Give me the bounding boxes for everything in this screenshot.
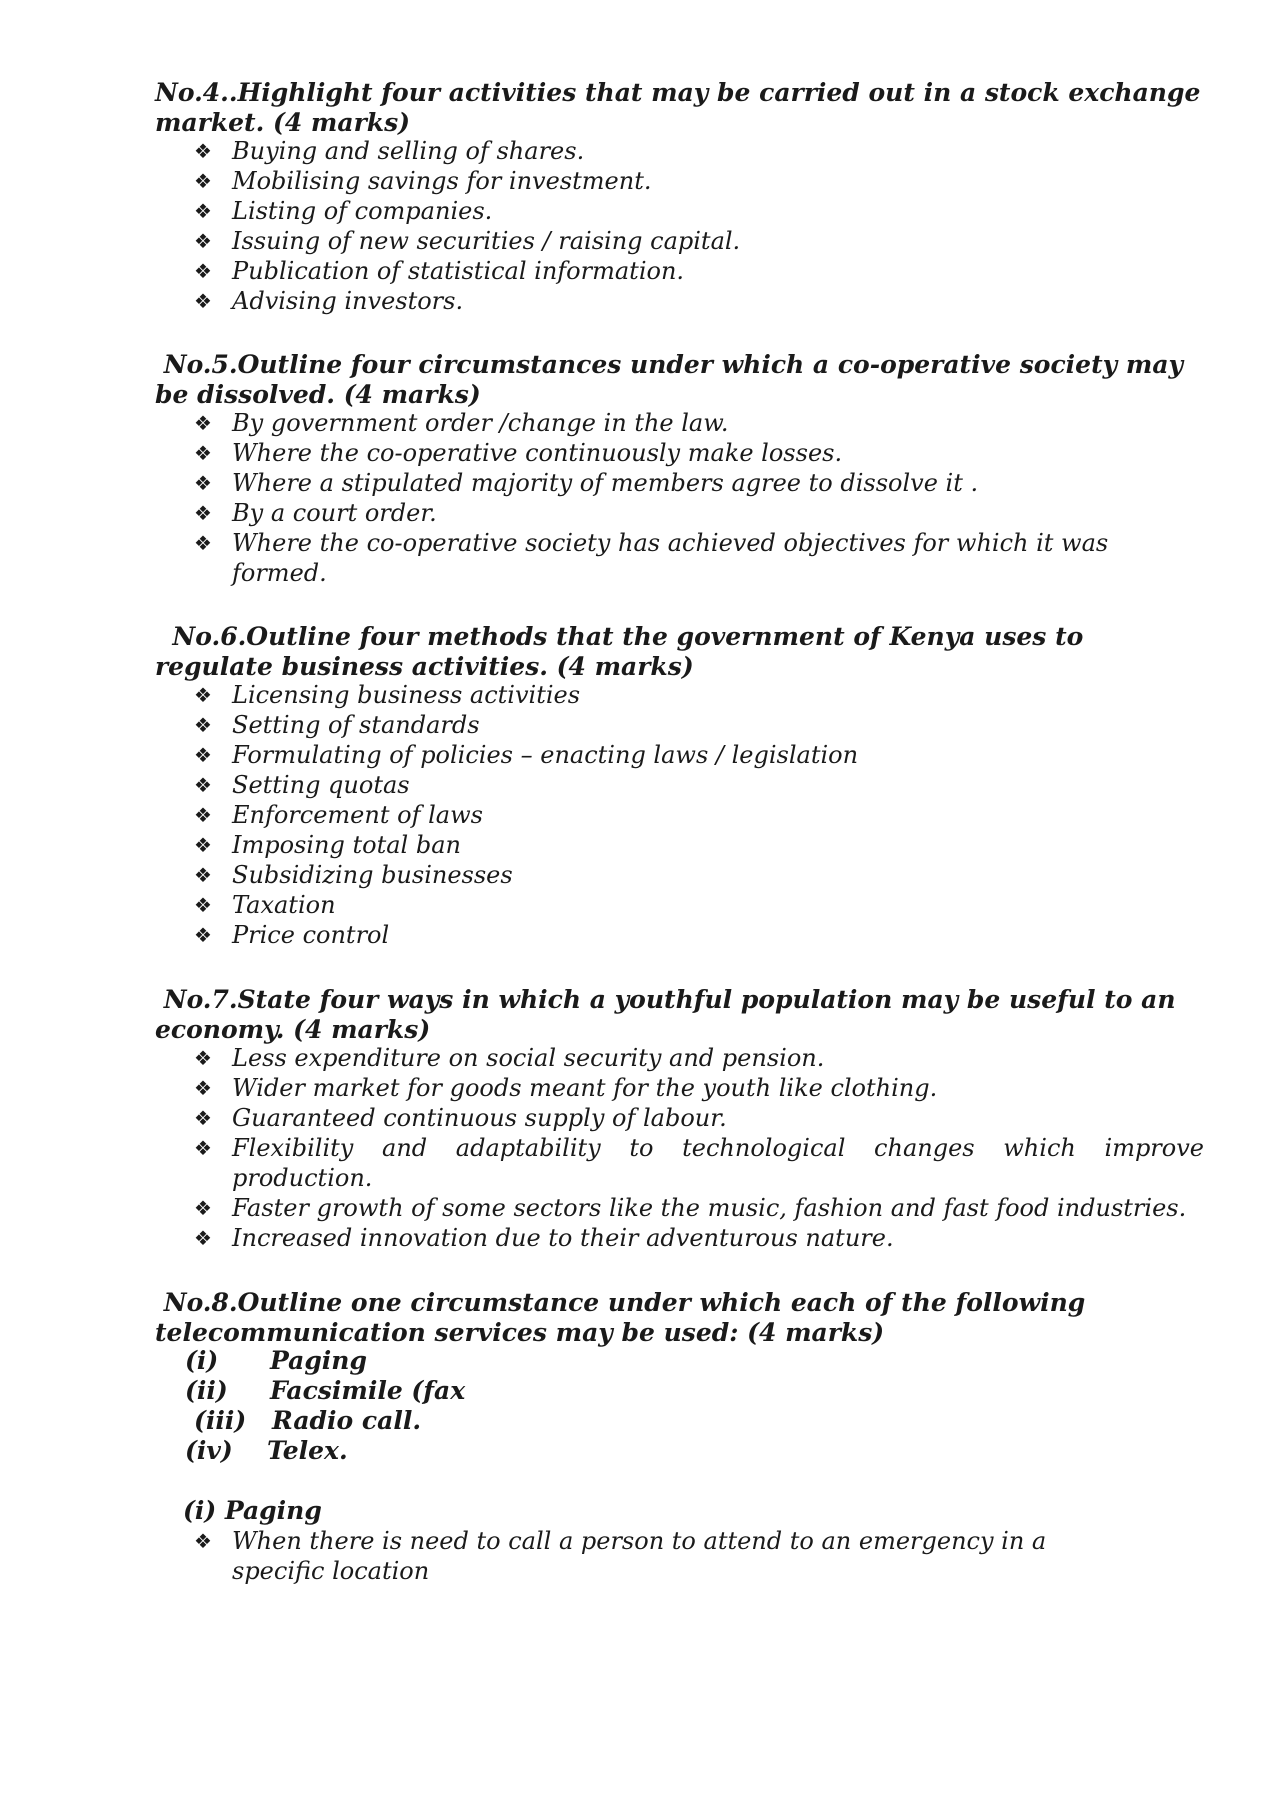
question-6-answers bbox=[194, 680, 1204, 950]
bullet-icon: ❖ bbox=[194, 139, 212, 163]
bullet-icon: ❖ bbox=[194, 259, 212, 283]
list-item: ❖ Imposing total ban bbox=[194, 831, 461, 859]
list-item: ❖ Buying and selling of shares. bbox=[194, 137, 585, 165]
list-item: ❖ Less expenditure on social security and pension. bbox=[194, 1044, 825, 1072]
list-item: ❖ Faster growth of some sectors like the music, fashion and fast food industries. bbox=[194, 1194, 1187, 1222]
bullet-icon: ❖ bbox=[194, 683, 212, 707]
bullet-icon: ❖ bbox=[194, 773, 212, 797]
bullet-icon: ❖ bbox=[194, 863, 212, 887]
list-item: ❖ Subsidizing businesses bbox=[194, 861, 513, 889]
list-item: ❖ Flexibility and adaptability to technological changes which improve production. bbox=[194, 1134, 1204, 1192]
question-7-answers bbox=[194, 1043, 1204, 1253]
bullet-icon: ❖ bbox=[194, 803, 212, 827]
bullet-icon: ❖ bbox=[194, 1106, 212, 1130]
bullet-icon: ❖ bbox=[194, 833, 212, 857]
bullet-icon: ❖ bbox=[194, 1226, 212, 1250]
bullet-icon: ❖ bbox=[194, 441, 212, 465]
bullet-icon: ❖ bbox=[194, 1076, 212, 1100]
list-item: ❖ Increased innovation due to their adventurous nature. bbox=[194, 1224, 894, 1252]
question-8-sub-heading: (i) Paging bbox=[183, 1496, 322, 1525]
list-item: ❖ Where the co-operative society has achieved objectives for which it was formed. bbox=[194, 529, 1109, 587]
list-item: ❖ Mobilising savings for investment. bbox=[194, 167, 652, 195]
bullet-icon: ❖ bbox=[194, 199, 212, 223]
bullet-icon: ❖ bbox=[194, 713, 212, 737]
list-item: ❖ Listing of companies. bbox=[194, 197, 493, 225]
list-item: ❖ Setting quotas bbox=[194, 771, 410, 799]
bullet-icon: ❖ bbox=[194, 743, 212, 767]
list-item: ❖ Licensing business activities bbox=[194, 681, 581, 709]
list-item: ❖ Price control bbox=[194, 921, 390, 949]
bullet-icon: ❖ bbox=[194, 471, 212, 495]
list-item: ❖ Enforcement of laws bbox=[194, 801, 483, 829]
question-5-title: No.5.Outline four circumstances under which a co-operative society may be dissolved. (4 marks) bbox=[155, 350, 1192, 409]
list-item: (iv) Telex. bbox=[185, 1436, 348, 1465]
bullet-icon: ❖ bbox=[194, 923, 212, 947]
question-8-items bbox=[182, 1346, 582, 1466]
bullet-icon: ❖ bbox=[194, 169, 212, 193]
question-4-title: No.4..Highlight four activities that may be carried out in a stock exchange market. (4 marks) bbox=[155, 78, 1201, 137]
bullet-icon: ❖ bbox=[194, 411, 212, 435]
list-item: ❖ By government order /change in the law. bbox=[194, 409, 729, 437]
list-item: ❖ Publication of statistical information. bbox=[194, 257, 685, 285]
list-item: ❖ Advising investors. bbox=[194, 287, 464, 315]
list-item: ❖ Taxation bbox=[194, 891, 336, 919]
list-item: ❖ Issuing of new securities / raising capital. bbox=[194, 227, 741, 255]
question-8-sub-answers bbox=[194, 1526, 1074, 1586]
list-item: ❖ Guaranteed continuous supply of labour. bbox=[194, 1104, 727, 1132]
list-item: ❖ Where a stipulated majority of members agree to dissolve it . bbox=[194, 469, 979, 497]
bullet-icon: ❖ bbox=[194, 1196, 212, 1220]
list-item: ❖ Setting of standards bbox=[194, 711, 480, 739]
list-item: ❖ Wider market for goods meant for the youth like clothing. bbox=[194, 1074, 938, 1102]
question-4-answers bbox=[194, 136, 1204, 316]
bullet-icon: ❖ bbox=[194, 229, 212, 253]
list-item: ❖ By a court order. bbox=[194, 499, 437, 527]
list-item: ❖ Where the co-operative continuously make losses. bbox=[194, 439, 843, 467]
bullet-icon: ❖ bbox=[194, 531, 212, 555]
question-7-title: No.7.State four ways in which a youthful population may be useful to an economy. (4 marks) bbox=[155, 985, 1185, 1044]
bullet-icon: ❖ bbox=[194, 893, 212, 917]
list-item: (iii) Radio call. bbox=[194, 1406, 422, 1435]
list-item: ❖ When there is need to call a person to attend to an emergency in a specific location bbox=[194, 1527, 1047, 1585]
list-item: (i) Paging bbox=[185, 1346, 367, 1375]
question-6-title: No.6.Outline four methods that the government of Kenya uses to regulate business activities. (4 marks) bbox=[155, 622, 1093, 681]
list-item: ❖ Formulating of policies – enacting laws / legislation bbox=[194, 741, 859, 769]
question-5-answers bbox=[194, 408, 1204, 588]
question-8-title: No.8.Outline one circumstance under which each of the following telecommunication services may be used: (4 marks) bbox=[155, 1288, 1094, 1347]
bullet-icon: ❖ bbox=[194, 501, 212, 525]
bullet-icon: ❖ bbox=[194, 1529, 212, 1553]
list-item: (ii) Facsimile (fax bbox=[185, 1376, 466, 1405]
bullet-icon: ❖ bbox=[194, 1136, 212, 1160]
bullet-icon: ❖ bbox=[194, 1046, 212, 1070]
bullet-icon: ❖ bbox=[194, 289, 212, 313]
